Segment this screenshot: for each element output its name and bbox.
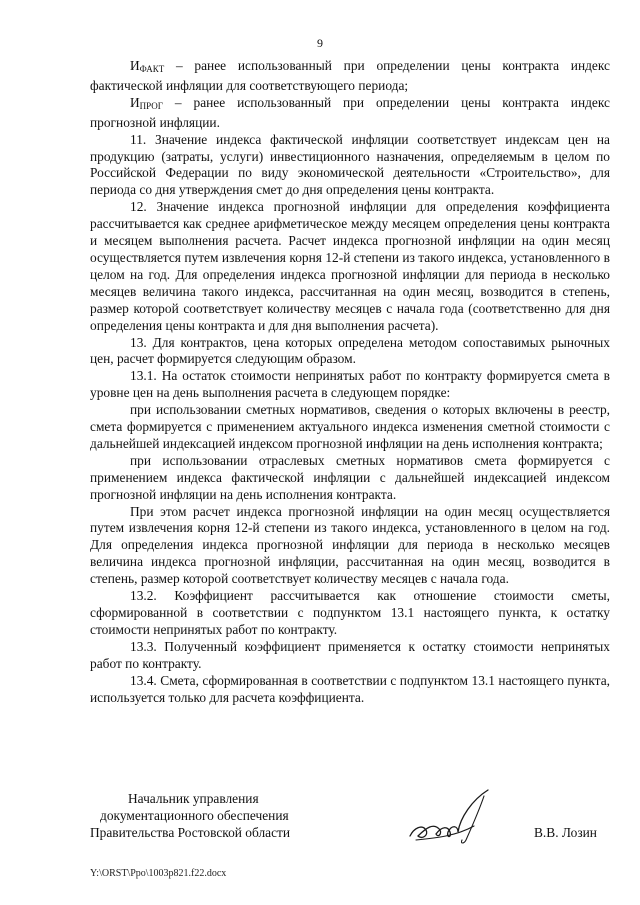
signatory-position (90, 790, 340, 841)
paragraph-iprog: $И_{ПРОГ}$ – ранее использованный при определении цены контракта индекс прогнозной инфляции. (90, 94, 610, 130)
symbol-iprog: $И_{ПРОГ}$ (130, 94, 163, 111)
signatory-name: В.В. Лозин (534, 825, 597, 840)
paragraph-13-1-a: при использовании сметных нормативов, сведения о которых включены в реестр, смета формируется с применением актуального индекса изменения сметной стоимости с дальнейшей индексацией индексом прогнозной инфляции на день исполнения контракта; (90, 402, 610, 451)
handwritten-signature (396, 778, 506, 858)
paragraph-13-2: 13.2. Коэффициент рассчитывается как отношение стоимости сметы, сформированной в соответствии с подпунктом 13.1 настоящего пункта, к остатку стоимости непринятых работ по контракту. (90, 588, 610, 637)
document-body (90, 58, 610, 706)
paragraph-13-1-b: при использовании отраслевых сметных нормативов смета формируется с применением индекса фактической инфляции с дальнейшей индексацией индексом прогнозной инфляции на день исполнения контракта. (90, 452, 610, 502)
paragraph-13-1-c: При этом расчет индекса прогнозной инфляции на один месяц осуществляется путем извлечения корня 12-й степени из такого индекса, установленного в целом на год. Для определения индекса прогнозной инфляции для периода в несколько месяцев величина индекса прогнозной инфляции, рассчитанная на один месяц, возводится в степень, размер которой соответствует количеству месяцев с начала года. (90, 503, 610, 587)
symbol-ifakt: $И_{ФАКТ}$ (130, 58, 165, 74)
position-line-2: документационного обеспечения (100, 808, 289, 823)
paragraph-13: 13. Для контрактов, цена которых определена методом сопоставимых рыночных цен, расчет формируется следующим образом. (90, 334, 610, 367)
paragraph-13-1: 13.1. На остаток стоимости непринятых работ по контракту формируется смета в уровне цен на день выполнения расчета в следующем порядке: (90, 368, 610, 401)
page-number: 9 (317, 36, 323, 50)
file-path: Y:\ORST\Ppo\1003p821.f22.docx (90, 868, 227, 879)
position-line-3: Правительства Ростовской области (90, 825, 291, 840)
paragraph-11: 11. Значение индекса фактической инфляции соответствует индексам цен на продукцию (затраты, услуги) инвестиционного назначения, определяемым в целом по Российской Федерации по виду экономической деятельности «Строительство», для периода со дня утверждения смет до дня определения цены контракта. (90, 131, 610, 198)
position-line-1: Начальник управления (128, 791, 259, 806)
paragraph-13-4: 13.4. Смета, сформированная в соответствии с подпунктом 13.1 настоящего пункта, используется только для расчета коэффициента. (90, 672, 610, 705)
paragraph-13-3: 13.3. Полученный коэффициент применяется к остатку стоимости непринятых работ по контракту. (90, 638, 610, 671)
paragraph-ifakt: $И_{ФАКТ}$ – ранее использованный при определении цены контракта индекс фактической инфляции для соответствующего периода; (90, 58, 610, 93)
paragraph-12: 12. Значение индекса прогнозной инфляции для определения коэффициента рассчитывается как среднее арифметическое между месяцем определения цены контракта и месяцем выполнения расчета. Расчет индекса прогнозной инфляции на один месяц осуществляется путем извлечения корня 12-й степени из такого индекса, установленного в целом на год. Для определения индекса прогнозной инфляции для периода в несколько месяцев величина такого индекса, рассчитанная на один месяц, возводится в степень, размер которой соответствует количеству месяцев с начала года (соответственно для дня определения цены контракта и для дня выполнения расчета). (90, 199, 610, 333)
